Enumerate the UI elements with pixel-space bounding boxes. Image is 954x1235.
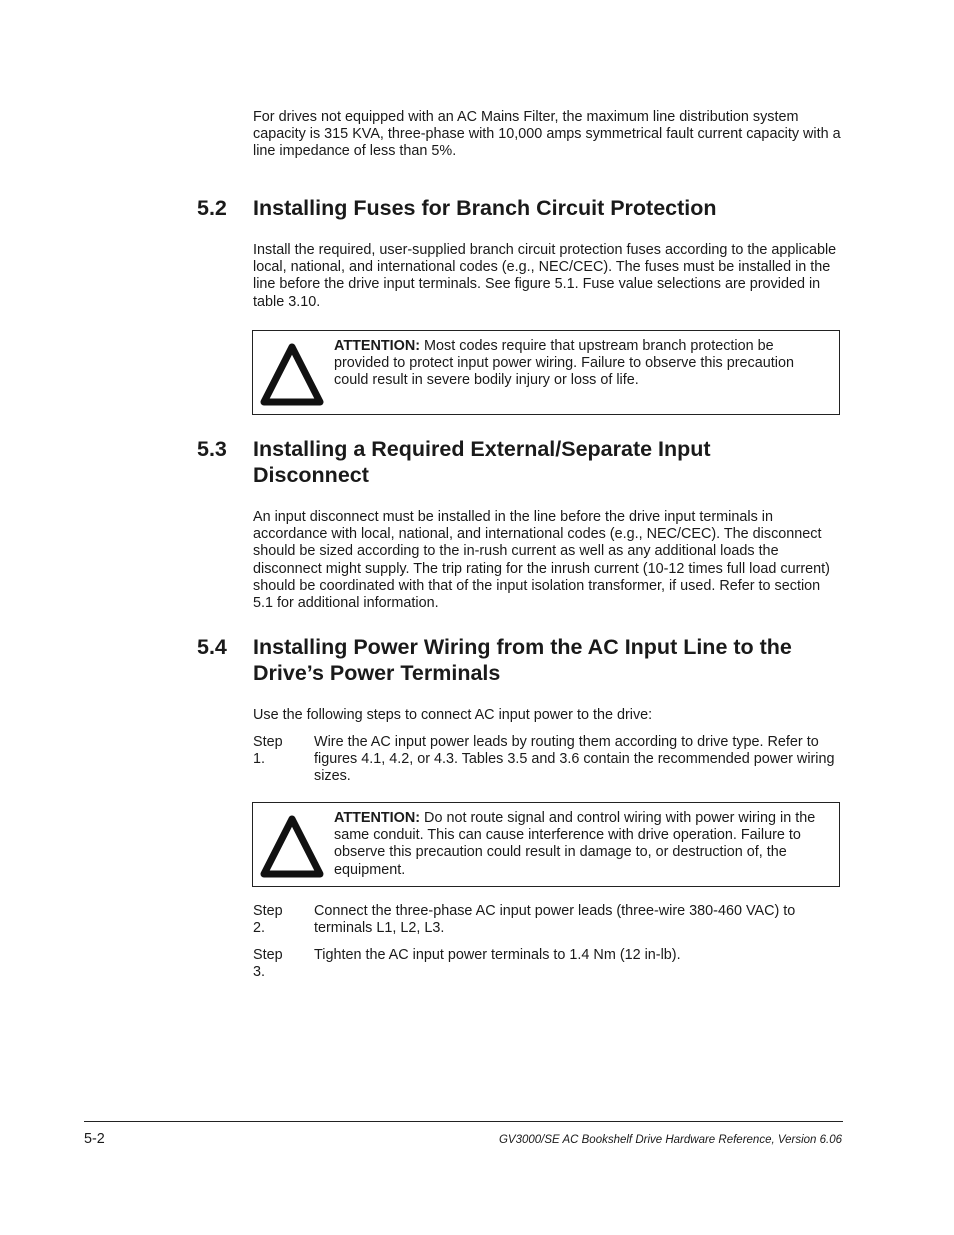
attention-text (334, 810, 829, 879)
attention-message: Most codes require that upstream branch protection be provided to protect input power wiring. Failure to observe this precaution could result in severe bodily injury or loss of life. (334, 338, 794, 389)
attention-box-5-2 (252, 330, 840, 415)
section-number: 5.2 (197, 196, 227, 220)
step-text: Tighten the AC input power terminals to 1.4 Nm (12 in-lb). (314, 947, 681, 963)
warning-triangle-icon (258, 339, 326, 407)
section-heading-5-3 (0, 436, 954, 488)
section-body-5-4: Use the following steps to connect AC input power to the drive: (253, 707, 653, 723)
intro-paragraph: For drives not equipped with an AC Mains Filter, the maximum line distribution system capacity is 315 KVA, three-phase with 10,000 amps symmetrical fault current capacity with a line impedance of less than 5%. (253, 109, 841, 160)
attention-label: ATTENTION: (334, 810, 421, 826)
step-label: Step 2. (253, 903, 283, 937)
page-number: 5-2 (84, 1131, 105, 1147)
section-heading-5-4 (0, 634, 954, 686)
attention-label: ATTENTION: (334, 338, 421, 354)
document-title: GV3000/SE AC Bookshelf Drive Hardware Reference, Version 6.06 (498, 1134, 842, 1146)
section-title: Installing Power Wiring from the AC Input Line to the Drive’s Power Terminals (253, 635, 792, 685)
step-text: Connect the three-phase AC input power leads (three-wire 380-460 VAC) to terminals L1, L2, L3. (314, 903, 796, 937)
section-body-5-2: Install the required, user-supplied branch circuit protection fuses according to the applicable local, national, and international codes (e.g., NEC/CEC). The fuses must be installed in the line before the drive input terminals. See figure 5.1. Fuse value selections are provided in table 3.10. (253, 242, 837, 310)
warning-triangle-icon (258, 811, 326, 879)
attention-text (334, 338, 829, 390)
section-number: 5.4 (197, 635, 227, 659)
section-title: Installing a Required External/Separate Input Disconnect (253, 437, 711, 487)
attention-box-5-4 (252, 802, 840, 887)
footer-rule (84, 1121, 843, 1122)
section-body-5-3: An input disconnect must be installed in the line before the drive input terminals in accordance with local, national, and international codes (e.g., NEC/CEC). The disconnect should be sized according to the in-rush current as well as any additional loads the disconnect might supply. The trip rating for the inrush current (10-12 times full load current) should be coordinated with that of the input isolation transformer, if used. Refer to section 5.1 for additional information. (253, 509, 830, 612)
section-heading-5-2 (0, 195, 954, 221)
step-text: Wire the AC input power leads by routing them according to drive type. Refer to figures 4.1, 4.2, or 4.3. Tables 3.5 and 3.6 contain the recommended power wiring sizes. (314, 734, 835, 785)
section-title: Installing Fuses for Branch Circuit Protection (253, 196, 717, 220)
attention-message: Do not route signal and control wiring with power wiring in the same conduit. This can cause interference with drive operation. Failure to observe this precaution could result in damage to, or destruction of, the equipment. (334, 810, 816, 878)
step-label: Step 1. (253, 734, 283, 768)
step-label: Step 3. (253, 947, 283, 981)
section-number: 5.3 (197, 437, 227, 461)
